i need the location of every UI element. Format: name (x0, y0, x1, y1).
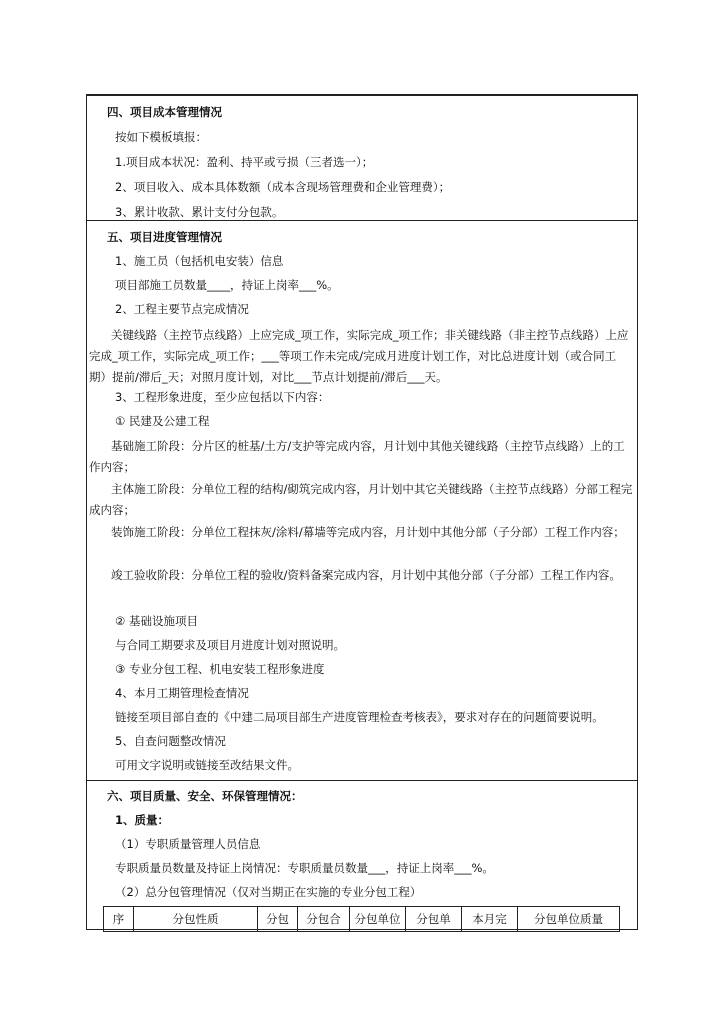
section-5-sub-2: 2、工程主要节点完成情况 (115, 302, 249, 316)
section-5-sub-3-b: ② 基础设施项目 (115, 614, 198, 628)
section-5-sub-1-text: 项目部施工员数量____，持证上岗率___%。 (115, 278, 339, 292)
subcontract-table (103, 906, 620, 932)
table-header-row (104, 907, 620, 932)
table-header-cell: 序 (104, 907, 134, 932)
section-4-item-2: 2、项目收入、成本具体数额（成本含现场管理费和企业管理费）； (115, 180, 451, 194)
section-4-item-1: 1.项目成本状况：盈利、持平或亏损（三者选一）； (115, 155, 374, 169)
table-header-cell: 分包合 (298, 907, 350, 932)
section-5-sub-3-c: ③ 专业分包工程、机电安装工程形象进度 (115, 662, 325, 676)
report-frame (86, 94, 638, 930)
section-5-sub-5: 5、自查问题整改情况 (115, 734, 226, 748)
section-4-title: 四、项目成本管理情况 (107, 105, 222, 119)
section-6-quality: 1、质量： (115, 813, 170, 827)
section-divider (87, 780, 637, 781)
table-header-cell: 分包单 (406, 907, 462, 932)
section-6-title: 六、项目质量、安全、环保管理情况： (107, 789, 303, 803)
section-4-intro: 按如下模板填报： (115, 130, 207, 144)
section-5-sub-3-b-text: 与合同工期要求及项目月进度计划对照说明。 (115, 638, 345, 652)
section-5-sub-3-a3: 装饰施工阶段：分单位工程抹灰/涂料/幕墙等完成内容，月计划中其他分部（子分部）工程工作内容； (111, 525, 625, 539)
section-5-sub-3: 3、工程形象进度，至少应包括以下内容： (115, 390, 330, 404)
section-6-quality-2: （2）总分包管理情况（仅对当期正在实施的专业分包工程） (115, 885, 422, 899)
section-divider (87, 220, 637, 221)
table-header-cell: 分包单位质量 (518, 907, 620, 932)
section-5-sub-1: 1、施工员（包括机电安装）信息 (115, 254, 284, 268)
section-6-quality-1: （1）专职质量管理人员信息 (115, 837, 261, 851)
section-5-sub-3-a1: 基础施工阶段：分片区的桩基/土方/支护等完成内容，月计划中其他关键线路（主控节点线路）上的工作内容； (89, 439, 625, 474)
section-6-quality-1-text: 专职质量员数量及持证上岗情况：专职质量员数量___，持证上岗率___%。 (115, 861, 494, 875)
table-header-cell: 本月完 (462, 907, 518, 932)
section-5-title: 五、项目进度管理情况 (107, 230, 222, 244)
section-5-sub-4: 4、本月工期管理检查情况 (115, 686, 249, 700)
section-5-sub-3-a4: 竣工验收阶段：分单位工程的验收/资料备案完成内容，月计划中其他分部（子分部）工程工作内容。 (111, 568, 621, 582)
table-header-cell: 分包单位 (350, 907, 406, 932)
table-header-cell: 分包性质 (134, 907, 258, 932)
section-5-sub-4-text: 链接至项目部自查的《中建二局项目部生产进度管理检查考核表》，要求对存在的问题简要说明。 (115, 710, 604, 724)
section-5-sub-5-text: 可用文字说明或链接至改结果文件。 (115, 758, 299, 772)
section-5-sub-3-a: ① 民建及公建工程 (115, 414, 210, 428)
section-4-item-3: 3、累计收款、累计支付分包款。 (115, 205, 284, 219)
section-5-sub-2-text: 关键线路（主控节点线路）上应完成_项工作，实际完成_项工作；非关键线路（非主控节点线路）上应完成_项工作，实际完成_项工作；___等项工作未完成/完成月进度计划工作，对比总进度计划（或合同工期）提前/滞后_天；对照月度计划，对比___节点计划提前/滞后___天。 (89, 328, 629, 384)
section-5-sub-3-a2: 主体施工阶段：分单位工程的结构/砌筑完成内容，月计划中其它关键线路（主控节点线路）分部工程完成内容； (89, 482, 633, 517)
table-header-cell: 分包 (258, 907, 298, 932)
